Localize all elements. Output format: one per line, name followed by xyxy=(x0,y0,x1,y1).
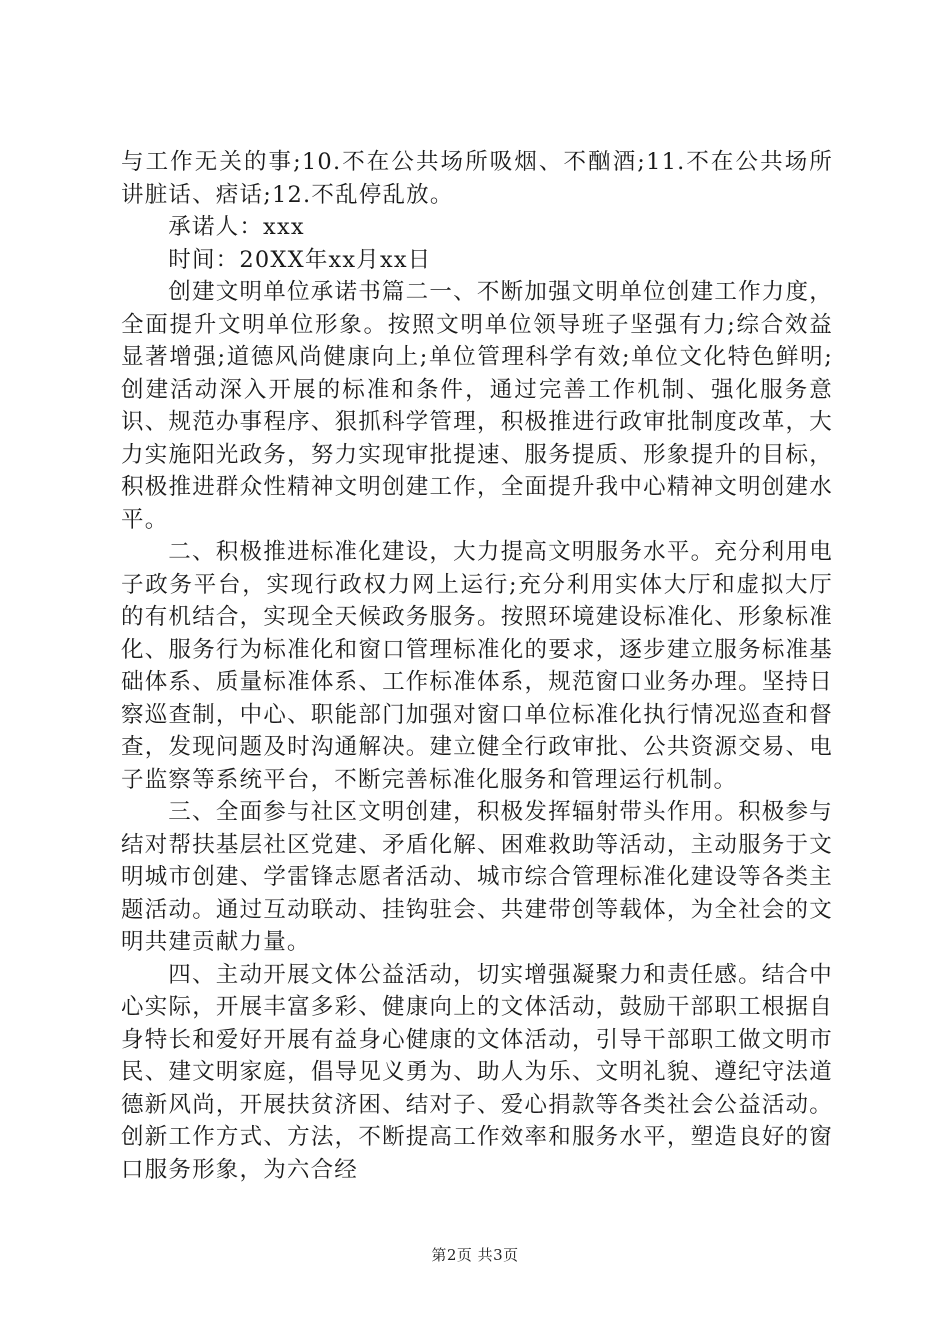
document-body xyxy=(121,146,833,1186)
paragraph-section-two: 二、积极推进标准化建设，大力提高文明服务水平。充分利用电子政务平台，实现行政权力网上运行;充分利用实体大厅和虚拟大厅的有机结合，实现全天候政务服务。按照环境建设标准化、形象标准化、服务行为标准化和窗口管理标准化的要求，逐步建立服务标准基础体系、质量标准体系、工作标准体系，规范窗口业务办理。坚持日察巡查制，中心、职能部门加强对窗口单位标准化执行情况巡查和督查，发现问题及时沟通解决。建立健全行政审批、公共资源交易、电子监察等系统平台，不断完善标准化服务和管理运行机制。 xyxy=(121,539,833,793)
paragraph-section-four: 四、主动开展文体公益活动，切实增强凝聚力和责任感。结合中心实际，开展丰富多彩、健康向上的文体活动，鼓励干部职工根据自身特长和爱好开展有益身心健康的文体活动，引导干部职工做文明市民、建文明家庭，倡导见义勇为、助人为乐、文明礼貌、遵纪守法道德新风尚，开展扶贫济困、结对子、爱心捐款等各类社会公益活动。创新工作方式、方法，不断提高工作效率和服务水平，塑造良好的窗口服务形象，为六合经 xyxy=(121,961,833,1183)
date-line: 时间：20XX年xx月xx日 xyxy=(168,246,432,273)
paragraph-continuation: 与工作无关的事;10.不在公共场所吸烟、不酗酒;11.不在公共场所讲脏话、痞话;12.不乱停乱放。 xyxy=(121,149,833,208)
paragraph-section-one: 创建文明单位承诺书篇二一、不断加强文明单位创建工作力度，全面提升文明单位形象。按照文明单位领导班子坚强有力;综合效益显著增强;道德风尚健康向上;单位管理科学有效;单位文化特色鲜明;创建活动深入开展的标准和条件，通过完善工作机制、强化服务意识、规范办事程序、狠抓科学管理，积极推进行政审批制度改革，大力实施阳光政务，努力实现审批提速、服务提质、形象提升的目标，积极推进群众性精神文明创建工作，全面提升我中心精神文明创建水平。 xyxy=(121,279,833,533)
paragraph-section-three: 三、全面参与社区文明创建，积极发挥辐射带头作用。积极参与结对帮扶基层社区党建、矛盾化解、困难救助等活动，主动服务于文明城市创建、学雷锋志愿者活动、城市综合管理标准化建设等各类主题活动。通过互动联动、挂钩驻会、共建带创等载体，为全社会的文明共建贡献力量。 xyxy=(121,799,833,955)
promisor-line: 承诺人：xxx xyxy=(168,214,305,240)
page-number-footer: 第2页 共3页 xyxy=(431,1246,519,1264)
